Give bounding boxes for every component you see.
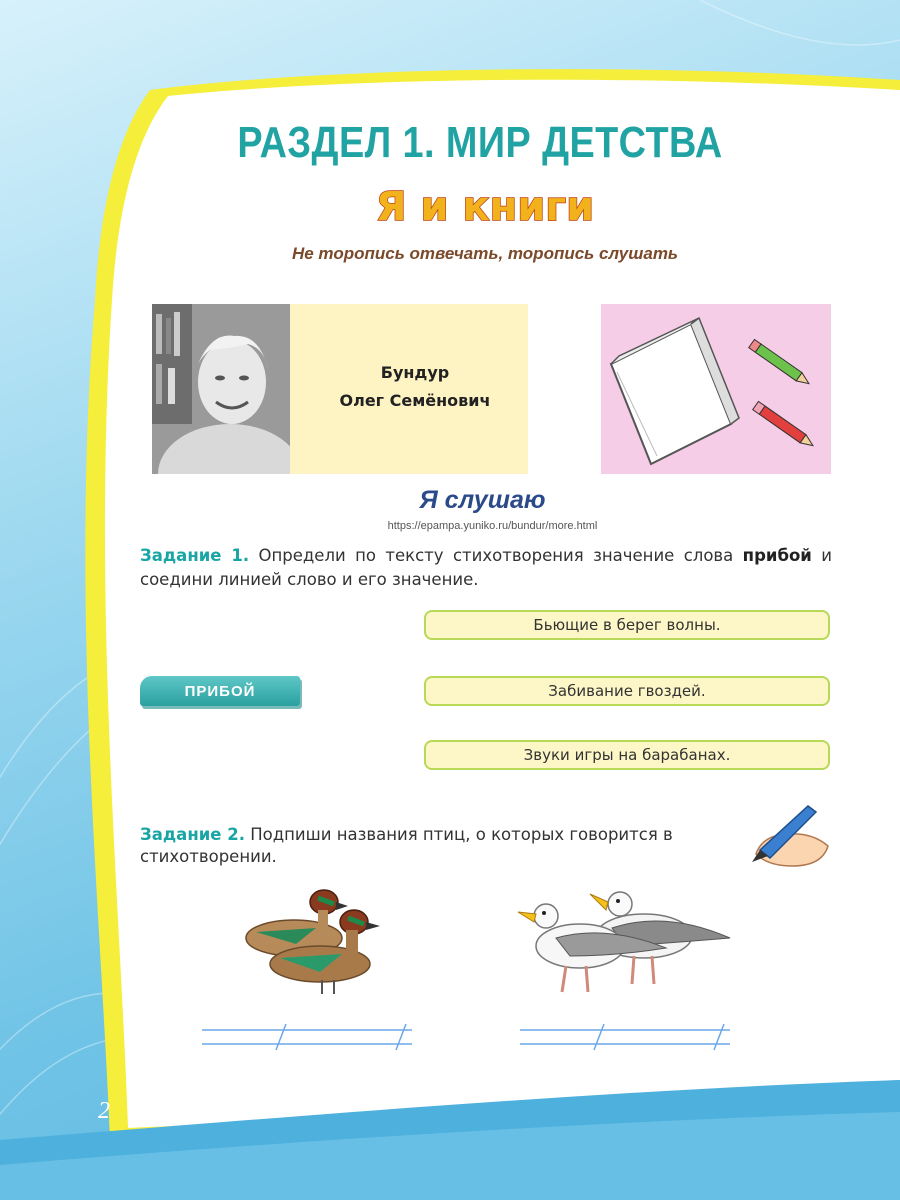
task-1-bold-word: прибой (742, 546, 812, 565)
task-2-label: Задание 2. (140, 825, 245, 844)
answer-line-1[interactable] (200, 1022, 414, 1052)
task-2-text: Подпиши названия птиц, о которых говорится в стихотворении. (140, 825, 673, 866)
epigraph: Не торопись отвечать, торопись слушать (291, 244, 679, 263)
lesson-title: Я и книги (375, 184, 595, 230)
meaning-option-1[interactable]: Бьющие в берег волны. (424, 610, 830, 640)
author-name (302, 359, 528, 415)
page-number: 2 (98, 1098, 110, 1124)
writing-hand-icon (742, 800, 834, 870)
task-1-label: Задание 1. (140, 546, 250, 565)
author-photo (152, 304, 290, 474)
meaning-option-3[interactable]: Звуки игры на барабанах. (424, 740, 830, 770)
author-card (152, 304, 528, 474)
meaning-option-2[interactable]: Забивание гвоздей. (424, 676, 830, 706)
seagull-icon (516, 884, 736, 996)
book-icon (611, 318, 739, 464)
audio-link[interactable]: https://epampa.yuniko.ru/bundur/more.html (387, 520, 598, 532)
duck-icon (236, 880, 386, 1000)
section-title: РАЗДЕЛ 1. МИР ДЕТСТВА (237, 118, 723, 167)
book-illustration (601, 304, 831, 474)
answer-line-2[interactable] (518, 1022, 732, 1052)
author-surname: Бундур (380, 363, 450, 382)
task-1-text-after: и соедини линией слово и его значение. (140, 546, 832, 589)
red-pencil-icon (753, 401, 816, 449)
task-2 (140, 824, 740, 868)
task-1 (140, 544, 832, 592)
green-pencil-icon (749, 339, 812, 387)
word-tag-priboy[interactable]: ПРИБОЙ (140, 676, 300, 706)
author-given-names: Олег Семёнович (339, 391, 491, 410)
listening-heading: Я слушаю (419, 486, 546, 514)
task-1-text-before: Определи по тексту стихотворения значение слова (258, 546, 734, 565)
